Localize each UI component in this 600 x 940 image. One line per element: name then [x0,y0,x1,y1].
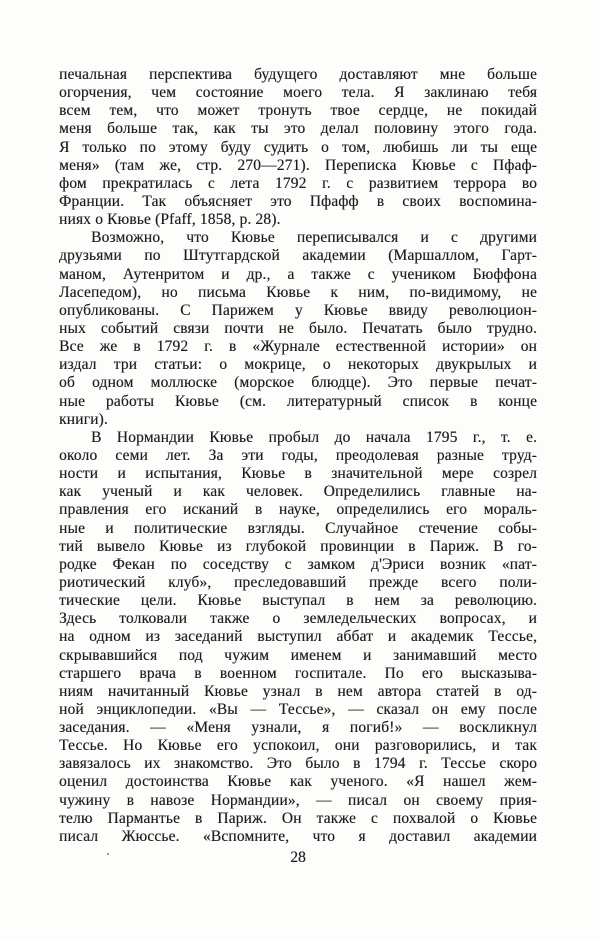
text-line: ные работы Кювье (см. литературный список в конце [59,392,537,410]
text-block [59,66,537,846]
text-line: Франции. Так объясняет это Пфафф в своих воспомина- [59,192,537,210]
text-line: Возможно, что Кювье переписывался и с другими [91,229,537,247]
text-line: старшего врача в военном госпитале. По его высказыва- [59,664,537,682]
text-line: скрывавшийся под чужим именем и занимавший место [59,646,537,664]
text-line: оценил достоинства Кювье как ученого. «Я нашел жем- [59,773,537,791]
text-line: огорчения, чем состояние моего тела. Я заклинаю тебя [59,84,537,102]
text-line: Здесь толковали также о земледельческих вопросах, и [59,610,537,628]
text-line: тий вывело Кювье из глубокой провинции в Париж. В го- [59,537,537,555]
text-line: около семи лет. За эти годы, преодолевая разные труд- [59,446,537,464]
text-line: чужину в навозе Нормандии», — писал он своему прия- [59,791,537,809]
paragraph [59,429,537,846]
page-number: 28 [290,849,306,866]
text-line: ниям начитанный Кювье узнал в нем автора статей в од- [59,682,537,700]
text-line: книги). [59,410,108,428]
text-line: правления его исканий в науке, определились его мораль- [59,501,537,519]
text-line: писал Жюссье. «Вспомните, что я доставил академии [59,827,537,845]
paragraph [59,66,537,229]
text-line: всем тем, что может тронуть твое сердце, не покидай [59,102,537,120]
text-line: ной энциклопедии. «Вы — Тессье», — сказал он ему после [59,700,537,718]
text-line: Все же в 1792 г. в «Журнале естественной истории» он [59,338,537,356]
text-line: фом прекратилась с лета 1792 г. с развитием террора во [59,174,537,192]
paragraph [59,229,537,429]
text-line: риотический клуб», преследовавший прежде всего поли- [59,573,537,591]
text-line: печальная перспектива будущего доставляют мне больше [59,66,537,83]
text-line: В Нормандии Кювье пробыл до начала 1795 г., т. е. [91,428,537,446]
text-line: ниях о Кювье (Pfaff, 1858, p. 28). [59,211,281,229]
text-line: маном, Аутенритом и др., а также с учеником Бюффона [59,265,537,283]
text-line: опубликованы. С Парижем у Кювье ввиду революцион- [59,301,537,319]
text-line: как ученый и как человек. Определились главные на- [59,483,537,501]
text-line: родке Фекан по соседству с замком д'Эриси возник «пат- [59,555,537,573]
text-line: издал три статьи: о мокрице, о некоторых двукрылых и [59,356,537,374]
text-line: меня» (там же, стр. 270—271). Переписка Кювье с Пфаф- [59,156,537,174]
text-line: завязалось их знакомство. Это было в 1794 г. Тессье скоро [59,755,537,773]
text-line: заседания. — «Меня узнали, я погиб!» — воскликнул [59,719,537,737]
text-line: телю Пармантье в Париж. Он также с похвалой о Кювье [59,809,537,827]
text-line: ные и политические взгляды. Случайное стечение собы- [59,519,537,537]
text-line: тические цели. Кювье выступал в нем за революцию. [59,592,537,610]
text-line: друзьями по Штутгардской академии (Маршаллом, Гарт- [59,247,537,265]
text-line: меня больше так, как ты это делал половину этого года. [59,120,537,138]
text-line: ных событий связи почти не было. Печатать было трудно. [59,319,537,337]
text-line: на одном из заседаний выступил аббат и академик Тессье, [59,628,537,646]
text-line: ности и испытания, Кювье в значительной мере созрел [59,465,537,483]
text-line: Ласепедом), но письма Кювье к ним, по-видимому, не [59,283,537,301]
text-line: об одном моллюске (морское блюдце). Это первые печат- [59,374,537,392]
text-line: Я только по этому буду судить о том, любишь ли ты еще [59,138,537,156]
text-line: Тессье. Но Кювье его успокоил, они разговорились, и так [59,737,537,755]
